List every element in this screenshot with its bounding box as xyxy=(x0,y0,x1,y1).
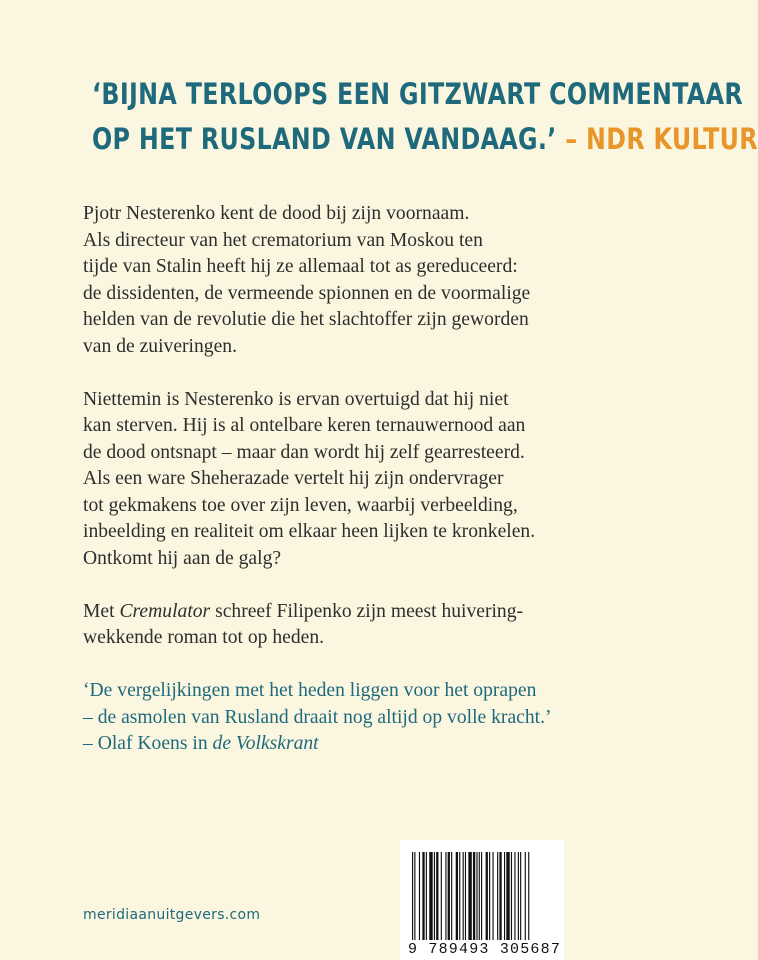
blurb-line: Ontkomt hij aan de galg? xyxy=(83,547,282,569)
isbn-number: 9 789493 305687 xyxy=(408,941,562,958)
blurb-line: inbeelding en realiteit om elkaar heen lijken te kronkelen. xyxy=(83,521,536,542)
barcode-bar xyxy=(414,852,415,940)
barcode-bar xyxy=(479,852,480,940)
blurb-line: tijde van Stalin heeft hij ze allemaal tot as gereduceerd: xyxy=(83,256,518,277)
barcode-bar xyxy=(426,852,427,940)
barcode-bar xyxy=(518,852,519,940)
barcode-bar xyxy=(412,852,413,940)
blurb-line: Niettemin is Nesterenko is ervan overtuigd dat hij niet xyxy=(83,388,509,410)
barcode-bar xyxy=(445,852,446,940)
blurb-text: Met xyxy=(83,600,120,622)
blurb-paragraph-1 xyxy=(83,201,603,360)
book-title: Cremulator xyxy=(119,600,211,622)
barcode-bar xyxy=(489,852,490,940)
barcode-bar xyxy=(528,852,529,940)
headline-quote xyxy=(92,72,758,162)
blurb-line: Als directeur van het crematorium van Moskou ten xyxy=(83,229,483,251)
blurb-text: schreef Filipenko zijn meest huivering- xyxy=(210,600,524,622)
headline-quote-text: OP HET RUSLAND VAN VANDAAG.’ xyxy=(92,122,557,156)
barcode-bar xyxy=(465,852,466,940)
barcode-bar xyxy=(504,852,505,940)
blurb xyxy=(83,201,603,678)
blurb-line xyxy=(83,599,603,626)
barcode-bar xyxy=(486,852,488,940)
publisher-website: meridiaanuitgevers.com xyxy=(83,907,261,923)
barcode-bar xyxy=(493,852,494,940)
blurb-paragraph-2 xyxy=(83,387,603,573)
headline-line-2 xyxy=(92,117,758,162)
barcode-bar xyxy=(459,852,460,940)
barcode-bar xyxy=(476,852,477,940)
barcode-bar xyxy=(448,852,450,940)
barcode-bar xyxy=(497,852,498,940)
barcode-bar xyxy=(468,852,471,940)
headline-quote-source: – NDR KULTUR xyxy=(565,122,758,156)
blurb-line: tot gekmakens toe over zijn leven, waarbij verbeelding, xyxy=(83,494,518,516)
blurb-line: kan sterven. Hij is al ontelbare keren ternauwernood aan xyxy=(83,415,526,436)
barcode-bar xyxy=(434,852,435,940)
press-quote-line-2: – de asmolen van Rusland draait nog altijd op volle kracht.’ xyxy=(83,706,552,728)
blurb-line: Als een ware Sheherazade vertelt hij zijn ondervrager xyxy=(83,468,504,489)
blurb-line: Pjotr Nesterenko kent de dood bij zijn voornaam. xyxy=(83,203,470,224)
press-quote xyxy=(83,678,623,758)
isbn-barcode xyxy=(400,840,564,960)
barcode-bar xyxy=(481,852,482,940)
barcode-bar xyxy=(429,852,432,940)
barcode-bar xyxy=(506,852,509,940)
blurb-line: de dissidenten, de vermeende spionnen en de voormalige xyxy=(83,282,531,304)
barcode-bar xyxy=(451,852,452,940)
press-quote-attribution xyxy=(83,731,623,758)
barcode-bar xyxy=(419,852,420,940)
barcode-bar xyxy=(422,852,424,940)
press-quote-line-1: ‘De vergelijkingen met het heden liggen voor het oprapen xyxy=(83,680,537,701)
barcode-bars xyxy=(412,852,552,940)
blurb-line: van de zuiveringen. xyxy=(83,335,237,357)
barcode-bar xyxy=(441,852,442,940)
headline-line-1: ‘BIJNA TERLOOPS EEN GITZWART COMMENTAAR xyxy=(92,77,744,111)
barcode-bar xyxy=(520,852,521,940)
blurb-line: de dood ontsnapt – maar dan wordt hij zelf gearresteerd. xyxy=(83,441,525,463)
barcode-bar xyxy=(514,852,515,940)
barcode-bar xyxy=(456,852,458,940)
blurb-paragraph-3 xyxy=(83,599,603,652)
barcode-bar xyxy=(473,852,475,940)
barcode-bar xyxy=(499,852,501,940)
press-quote-source: de Volkskrant xyxy=(212,733,319,754)
press-quote-author: – Olaf Koens in xyxy=(83,733,213,754)
barcode-bar xyxy=(511,852,512,940)
blurb-line: helden van de revolutie die het slachtoffer zijn geworden xyxy=(83,309,529,330)
barcode-bar xyxy=(436,852,438,940)
blurb-line: wekkende roman tot op heden. xyxy=(83,627,325,648)
barcode-bar xyxy=(463,852,464,940)
barcode-bar xyxy=(525,852,526,940)
